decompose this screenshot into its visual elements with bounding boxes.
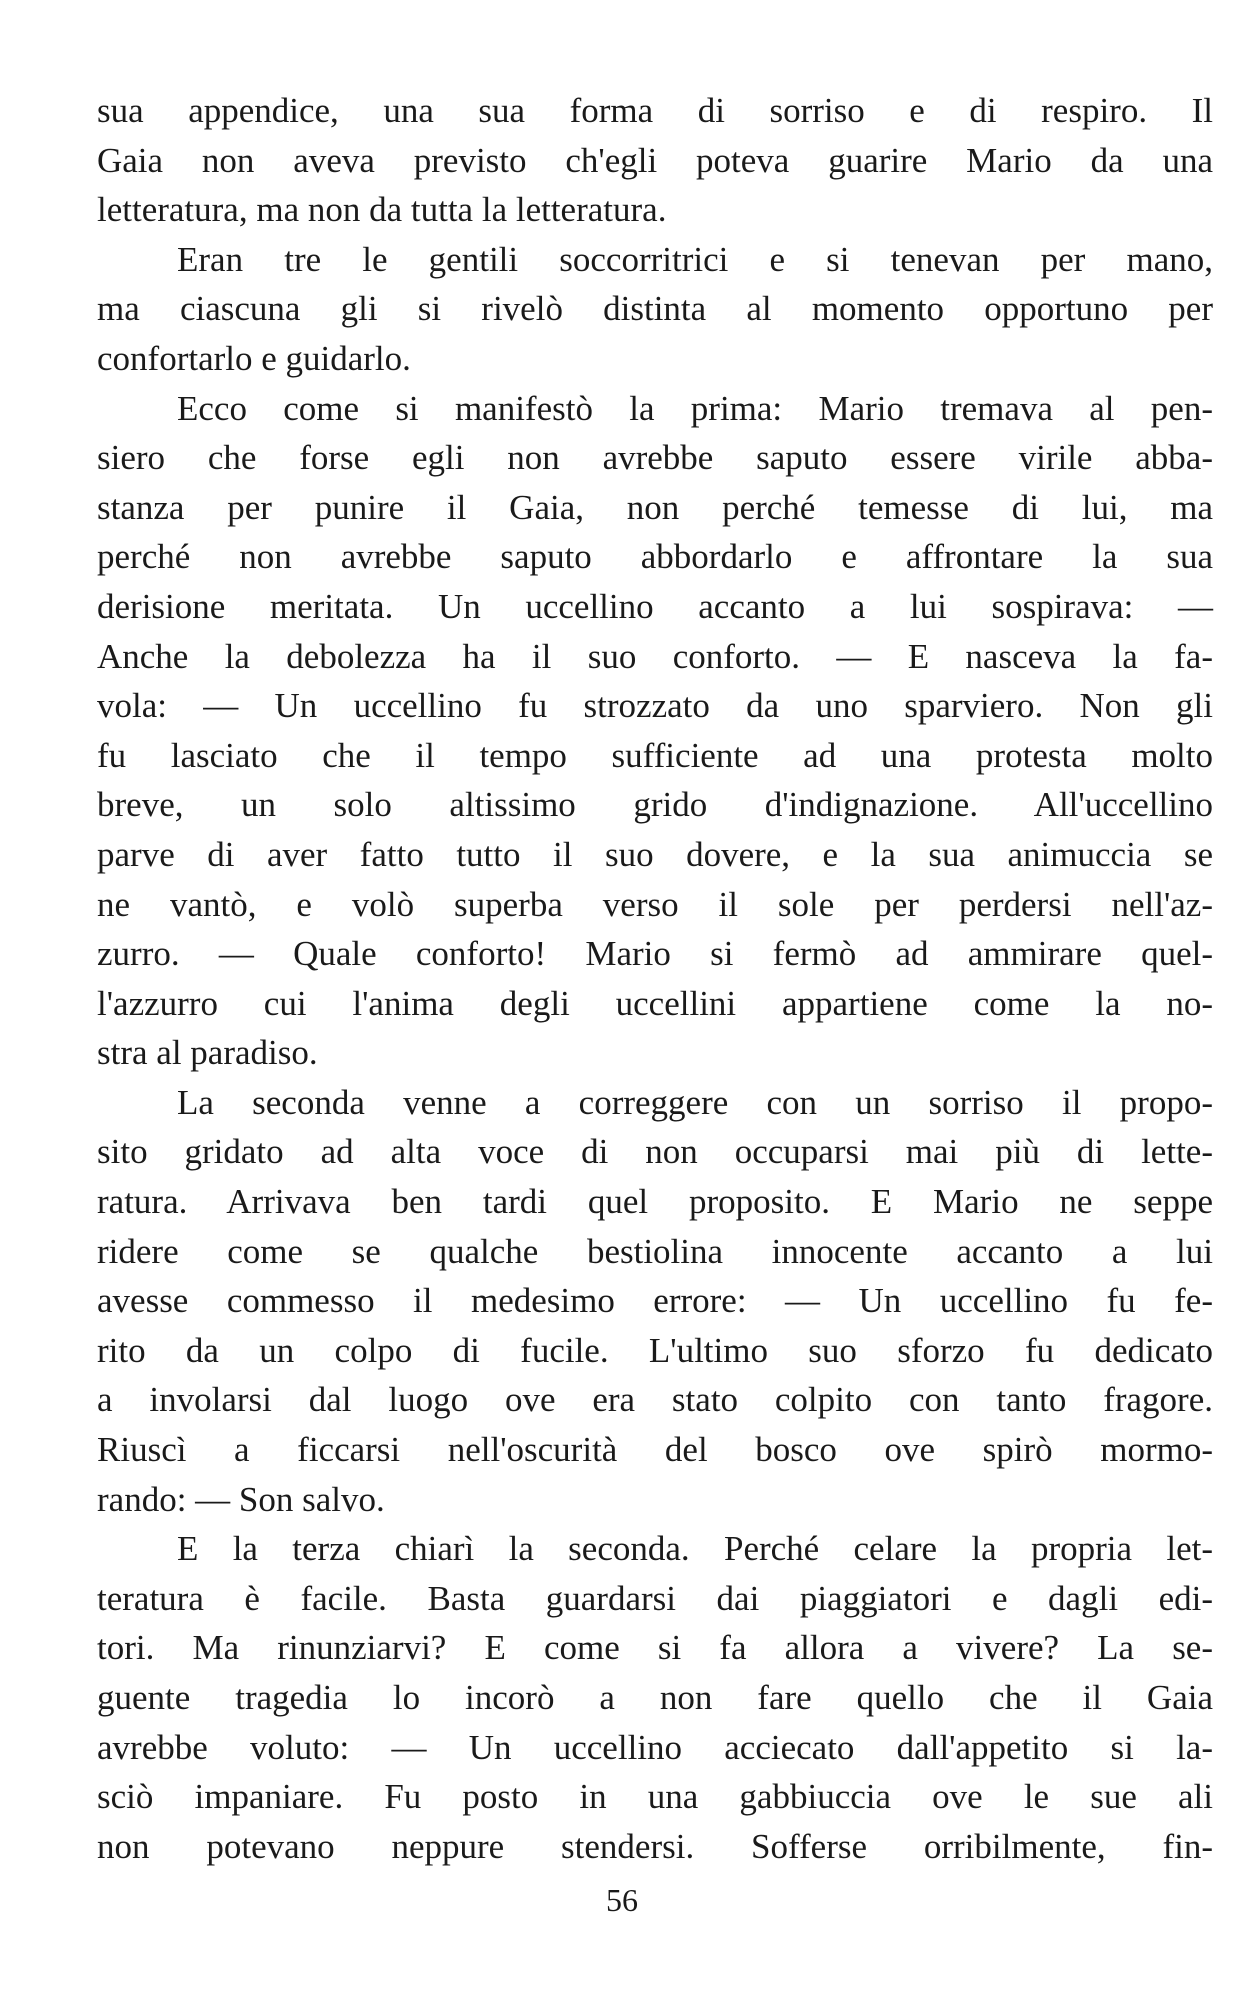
text-line: ridere come se qualche bestiolina innocente accanto a lui [97, 1231, 1213, 1271]
text-line: stanza per punire il Gaia, non perché temesse di lui, ma [97, 487, 1213, 527]
text-line: stra al paradiso. [97, 1033, 318, 1073]
text-line: rito da un colpo di fucile. L'ultimo suo sforzo fu dedicato [97, 1330, 1213, 1370]
text-line: Riuscì a ficcarsi nell'oscurità del bosco ove spirò mormo- [97, 1430, 1213, 1470]
text-line: E la terza chiarì la seconda. Perché celare la propria let- [177, 1529, 1213, 1569]
text-line: zurro. — Quale conforto! Mario si fermò ad ammirare quel- [97, 934, 1213, 974]
text-line: Gaia non aveva previsto ch'egli poteva guarire Mario da una [97, 140, 1213, 180]
text-line: ma ciascuna gli si rivelò distinta al momento opportuno per [97, 289, 1213, 329]
text-line: a involarsi dal luogo ove era stato colpito con tanto fragore. [97, 1380, 1213, 1420]
text-line: sua appendice, una sua forma di sorriso e di respiro. Il [97, 91, 1213, 130]
text-line: parve di aver fatto tutto il suo dovere, e la sua animuccia se [97, 834, 1213, 874]
text-line: siero che forse egli non avrebbe saputo essere virile abba- [97, 438, 1213, 478]
text-line: derisione meritata. Un uccellino accanto a lui sospirava: — [97, 586, 1213, 626]
text-line: La seconda venne a correggere con un sorriso il propo- [177, 1082, 1213, 1122]
page-number: 56 [606, 1882, 638, 1918]
text-line: perché non avrebbe saputo abbordarlo e affrontare la sua [97, 537, 1213, 577]
text-line: Anche la debolezza ha il suo conforto. — E nasceva la fa- [97, 636, 1213, 676]
text-line: tori. Ma rinunziarvi? E come si fa allora a vivere? La se- [97, 1628, 1213, 1668]
text-line: sciò impaniare. Fu posto in una gabbiuccia ove le sue ali [97, 1777, 1213, 1817]
text-line: guente tragedia lo incorò a non fare quello che il Gaia [97, 1678, 1213, 1717]
text-line: confortarlo e guidarlo. [97, 338, 411, 378]
text-line: fu lasciato che il tempo sufficiente ad una protesta molto [97, 735, 1213, 775]
text-line: Eran tre le gentili soccorritrici e si tenevan per mano, [177, 239, 1213, 279]
text-line: vola: — Un uccellino fu strozzato da uno sparviero. Non gli [97, 686, 1213, 726]
text-line: ne vantò, e volò superba verso il sole per perdersi nell'az- [97, 884, 1213, 924]
text-line: rando: — Son salvo. [97, 1479, 385, 1519]
text-line: letteratura, ma non da tutta la letteratura. [97, 190, 667, 230]
body-text [97, 86, 1213, 1871]
text-line: l'azzurro cui l'anima degli uccellini appartiene come la no- [97, 983, 1213, 1023]
text-line: teratura è facile. Basta guardarsi dai piaggiatori e dagli edi- [97, 1578, 1213, 1618]
text-line: non potevano neppure stendersi. Sofferse orribilmente, fin- [97, 1826, 1213, 1866]
text-line: sito gridato ad alta voce di non occuparsi mai più di lette- [97, 1132, 1213, 1172]
text-line: avrebbe voluto: — Un uccellino acciecato dall'appetito si la- [97, 1727, 1213, 1767]
text-line: breve, un solo altissimo grido d'indignazione. All'uccellino [97, 785, 1213, 825]
text-line: ratura. Arrivava ben tardi quel proposito. E Mario ne seppe [97, 1182, 1213, 1222]
text-line: avesse commesso il medesimo errore: — Un uccellino fu fe- [97, 1281, 1213, 1321]
text-line: Ecco come si manifestò la prima: Mario tremava al pen- [177, 388, 1213, 428]
